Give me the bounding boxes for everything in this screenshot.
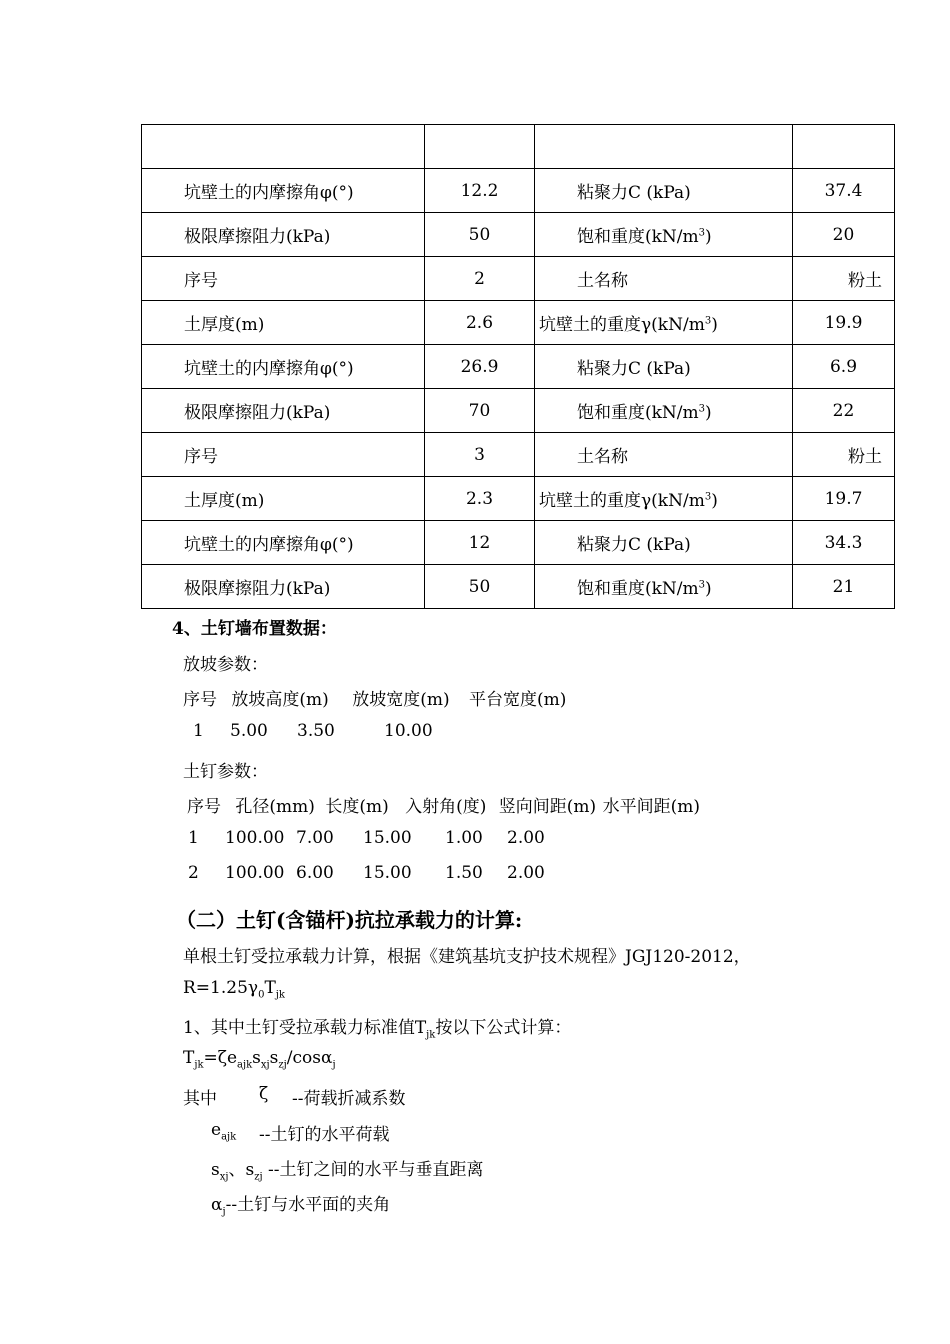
item-text: 1、其中土钉受拉承载力标准值T — [183, 1018, 427, 1038]
table-cell — [142, 301, 425, 345]
table-cell — [425, 433, 535, 477]
nail-col: 水平间距(m) — [602, 797, 700, 817]
unit-close-paren: ) — [705, 227, 712, 247]
nail-cell: 100.00 — [225, 863, 285, 883]
table-row — [142, 433, 895, 477]
nail-col: 竖向间距(m) — [498, 797, 597, 817]
nail-cell: 100.00 — [225, 828, 285, 848]
formula-text: s — [252, 1048, 261, 1068]
table-cell-text: 序号 — [184, 447, 218, 467]
table-cell-text: 20 — [832, 224, 855, 245]
table-cell — [142, 521, 425, 565]
where-line — [183, 1084, 406, 1109]
table-row — [142, 345, 895, 389]
table-cell — [793, 301, 895, 345]
table-cell — [793, 257, 895, 301]
item-1 — [183, 1013, 572, 1041]
formula-sub: j — [332, 1059, 336, 1071]
zeta-symbol: ζ — [259, 1084, 269, 1104]
slope-cell: 3.50 — [297, 721, 335, 741]
table-cell-text: 极限摩擦阻力(kPa) — [184, 579, 331, 599]
nail-params-label: 土钉参数： — [183, 762, 268, 782]
table-cell — [793, 521, 895, 565]
table-cell-text: 2.6 — [465, 312, 494, 333]
table-cell — [425, 477, 535, 521]
table-cell — [535, 125, 793, 169]
table-cell — [535, 521, 793, 565]
table-cell-text: 土名称 — [577, 271, 628, 291]
table-cell — [425, 257, 535, 301]
table-cell-text: 坑壁土的内摩擦角φ(°) — [184, 359, 354, 379]
slope-cell: 1 — [193, 721, 204, 741]
table-cell — [425, 565, 535, 609]
def-symbol: e — [211, 1120, 222, 1140]
table-cell — [793, 213, 895, 257]
table-cell — [142, 345, 425, 389]
table-row — [142, 213, 895, 257]
table-cell-text: 37.4 — [824, 180, 863, 201]
table-cell-text: 2 — [474, 268, 485, 289]
table-row — [142, 521, 895, 565]
table-cell-text: 土厚度(m) — [184, 315, 265, 335]
table-cell-text: 坑壁土的重度γ(kN/m — [539, 491, 705, 511]
def-description: --土钉之间的水平与垂直距离 — [268, 1160, 484, 1180]
table-cell-text: 12.2 — [460, 180, 499, 201]
slope-header — [183, 685, 566, 710]
table-cell — [793, 389, 895, 433]
nail-cell: 1.00 — [445, 828, 483, 848]
table-cell — [142, 169, 425, 213]
table-cell-text: 粉土 — [848, 447, 882, 467]
table-row — [142, 565, 895, 609]
table-cell — [535, 389, 793, 433]
table-cell-text: 饱和重度(kN/m — [577, 403, 699, 423]
table-cell — [535, 301, 793, 345]
slope-params-label: 放坡参数： — [183, 655, 268, 675]
nail-cell: 2.00 — [507, 828, 545, 848]
table-cell — [142, 433, 425, 477]
table-row — [142, 169, 895, 213]
nail-header — [187, 792, 700, 817]
item-text: 按以下公式计算： — [435, 1018, 572, 1038]
table-cell — [142, 257, 425, 301]
def-sub: ajk — [221, 1131, 237, 1143]
slope-col-index: 序号 — [183, 690, 217, 710]
def-symbol: s — [211, 1160, 220, 1180]
table-cell — [793, 433, 895, 477]
table-cell — [793, 169, 895, 213]
nail-cell: 1.50 — [445, 863, 483, 883]
zeta-description: --荷载折减系数 — [292, 1089, 406, 1109]
slope-col-width: 放坡宽度(m) — [352, 690, 450, 710]
formula-text: =ζe — [203, 1048, 238, 1068]
table-cell — [142, 125, 425, 169]
unit-close-paren: ) — [705, 403, 712, 423]
item-sub: jk — [426, 1029, 436, 1041]
nail-cell: 2 — [188, 863, 199, 883]
table-cell-text: 粘聚力C (kPa) — [577, 535, 691, 555]
table-cell-text: 21 — [832, 576, 855, 597]
nail-cell: 15.00 — [363, 863, 412, 883]
nail-row-1 — [188, 828, 545, 848]
table-cell-text: 6.9 — [829, 356, 858, 377]
nail-col: 孔径(mm) — [235, 797, 315, 817]
formula-text: /cosα — [286, 1048, 333, 1068]
formula-sub: xj — [260, 1059, 270, 1071]
section-2-title: （二）土钉(含锚杆)抗拉承载力的计算: — [176, 908, 523, 932]
formula-sub: jk — [275, 989, 285, 1001]
table-cell-text: 极限摩擦阻力(kPa) — [184, 227, 331, 247]
table-row — [142, 125, 895, 169]
table-cell — [425, 301, 535, 345]
table-cell-text: 粘聚力C (kPa) — [577, 359, 691, 379]
formula-text: s — [269, 1048, 279, 1068]
table-cell-text: 19.9 — [824, 312, 863, 333]
unit-close-paren: ) — [711, 315, 718, 335]
formula-sub: 0 — [258, 989, 265, 1001]
nail-col: 长度(m) — [325, 797, 389, 817]
table-cell — [142, 389, 425, 433]
unit-superscript: 3 — [698, 227, 706, 239]
formula-sub: ajk — [237, 1059, 253, 1071]
formula-text: T — [183, 1048, 195, 1068]
formula-sub: zj — [278, 1059, 287, 1071]
table-row — [142, 301, 895, 345]
table-cell — [425, 213, 535, 257]
slope-col-height: 放坡高度(m) — [231, 690, 329, 710]
table-cell-text: 22 — [832, 400, 855, 421]
def-sub: xj — [219, 1171, 229, 1183]
def-alpha — [211, 1190, 391, 1218]
def-e — [211, 1120, 390, 1145]
table-cell — [425, 125, 535, 169]
table-cell-text: 土厚度(m) — [184, 491, 265, 511]
table-cell-text: 坑壁土的内摩擦角φ(°) — [184, 183, 354, 203]
table-cell — [535, 477, 793, 521]
where-label: 其中 — [183, 1089, 217, 1109]
table-cell-text: 粘聚力C (kPa) — [577, 183, 691, 203]
unit-close-paren: ) — [711, 491, 718, 511]
def-sub: j — [222, 1206, 226, 1218]
table-cell — [425, 345, 535, 389]
nail-row-2 — [188, 863, 545, 883]
table-cell — [425, 389, 535, 433]
slope-cell: 5.00 — [230, 721, 268, 741]
table-row — [142, 257, 895, 301]
section-2-intro: 单根土钉受拉承载力计算，根据《建筑基坑支护技术规程》JGJ120-2012， — [183, 947, 751, 967]
nail-cell: 7.00 — [296, 828, 334, 848]
unit-close-paren: ) — [705, 579, 712, 599]
nail-col: 序号 — [187, 797, 221, 817]
def-symbol: α — [211, 1195, 223, 1215]
table-cell — [793, 477, 895, 521]
table-cell-text: 坑壁土的内摩擦角φ(°) — [184, 535, 354, 555]
table-cell — [425, 521, 535, 565]
table-cell — [793, 565, 895, 609]
table-cell-text: 饱和重度(kN/m — [577, 579, 699, 599]
table-cell — [535, 345, 793, 389]
table-cell-text: 坑壁土的重度γ(kN/m — [539, 315, 705, 335]
table-cell-text: 34.3 — [824, 532, 863, 553]
section-4-title: 4、土钉墙布置数据： — [172, 619, 337, 639]
def-description: --土钉与水平面的夹角 — [225, 1195, 391, 1215]
table-cell-text: 土名称 — [577, 447, 628, 467]
table-cell — [535, 169, 793, 213]
formula-text: T — [264, 978, 276, 998]
table-cell-text: 50 — [468, 576, 491, 597]
slope-row — [193, 721, 433, 741]
formula-sub: jk — [194, 1059, 204, 1071]
formula-text: R=1.25γ — [183, 978, 259, 998]
table-cell-text: 50 — [468, 224, 491, 245]
slope-col-platform: 平台宽度(m) — [469, 690, 567, 710]
table-cell-text: 序号 — [184, 271, 218, 291]
def-symbol: 、s — [228, 1160, 255, 1180]
table-cell-text: 19.7 — [824, 488, 863, 509]
table-cell-text: 12 — [468, 532, 491, 553]
nail-cell: 2.00 — [507, 863, 545, 883]
table-cell-text: 2.3 — [465, 488, 494, 509]
table-cell — [535, 433, 793, 477]
unit-superscript: 3 — [704, 315, 712, 327]
table-row — [142, 477, 895, 521]
nail-cell: 1 — [188, 828, 199, 848]
table-row — [142, 389, 895, 433]
unit-superscript: 3 — [704, 491, 712, 503]
def-sub: zj — [254, 1171, 263, 1183]
table-cell — [425, 169, 535, 213]
table-cell-text: 粉土 — [848, 271, 882, 291]
table-cell — [793, 125, 895, 169]
formula-T — [183, 1048, 336, 1071]
table-cell — [535, 565, 793, 609]
table-cell — [142, 477, 425, 521]
unit-superscript: 3 — [698, 579, 706, 591]
def-description: --土钉的水平荷载 — [259, 1125, 390, 1145]
soil-parameter-table — [141, 124, 895, 609]
table-cell-text: 饱和重度(kN/m — [577, 227, 699, 247]
nail-cell: 15.00 — [363, 828, 412, 848]
slope-cell: 10.00 — [384, 721, 433, 741]
table-cell — [535, 213, 793, 257]
nail-cell: 6.00 — [296, 863, 334, 883]
table-cell-text: 70 — [468, 400, 491, 421]
table-cell-text: 26.9 — [460, 356, 499, 377]
table-cell-text: 3 — [474, 444, 485, 465]
formula-R — [183, 978, 285, 1001]
table-cell — [142, 213, 425, 257]
table-cell — [535, 257, 793, 301]
unit-superscript: 3 — [698, 403, 706, 415]
nail-col: 入射角(度) — [405, 797, 487, 817]
def-s — [211, 1155, 484, 1183]
table-cell — [142, 565, 425, 609]
table-cell-text: 极限摩擦阻力(kPa) — [184, 403, 331, 423]
table-cell — [793, 345, 895, 389]
